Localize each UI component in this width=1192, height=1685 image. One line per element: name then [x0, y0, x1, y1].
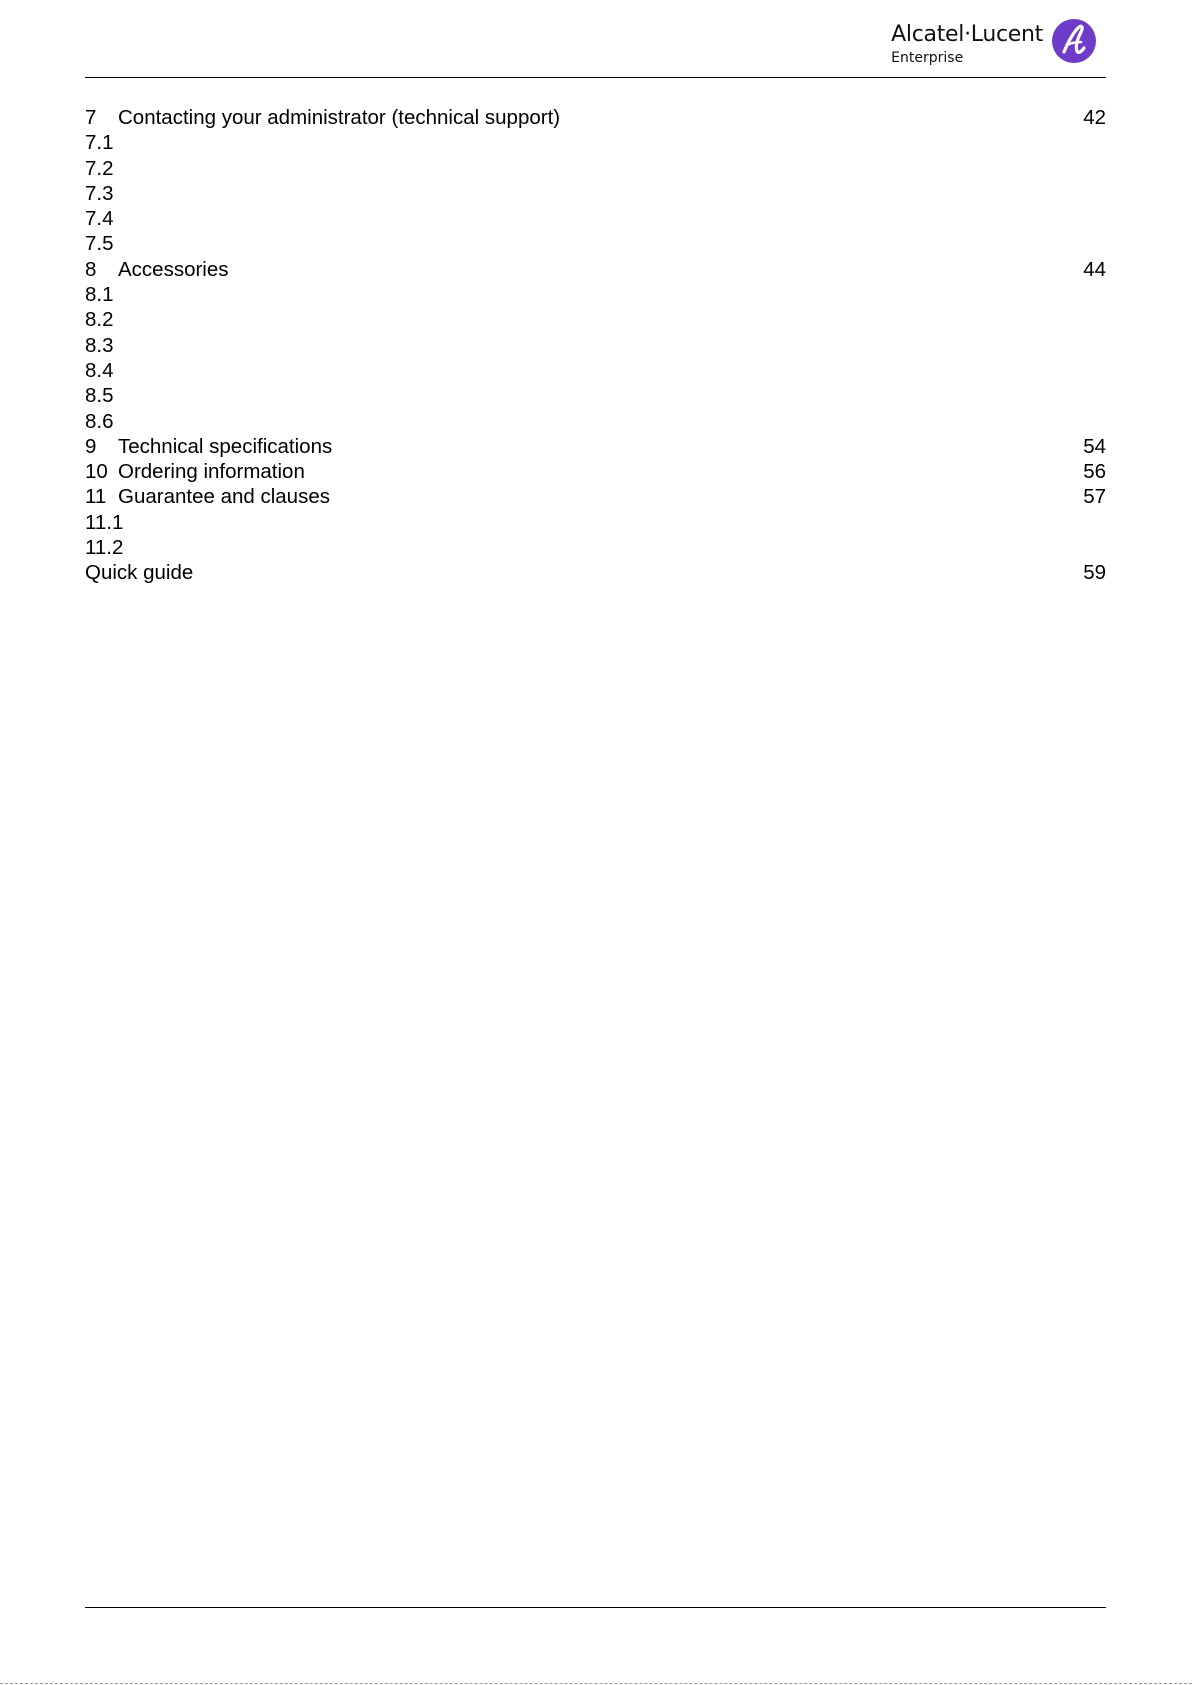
toc-entry[interactable] [85, 105, 1106, 130]
toc-entry-number: 7 [85, 106, 97, 129]
toc-entry-number: 8.6 [85, 409, 114, 433]
toc-entry-number: 10 [85, 460, 108, 484]
footer-divider [85, 1607, 1106, 1608]
toc-entry-title: Technical specifications [118, 434, 333, 458]
toc-entry[interactable] [85, 560, 1106, 585]
toc-entry-number: 8.2 [85, 308, 114, 332]
toc-entry-number: 7.5 [85, 232, 114, 256]
toc-entry-page: 44 [1083, 257, 1106, 281]
toc-entry-number: 8.1 [85, 283, 114, 307]
brand-subtitle: Enterprise [891, 50, 964, 66]
toc-entry-page: 57 [1083, 485, 1106, 509]
toc-entry[interactable] [85, 257, 1106, 282]
toc-entry[interactable] [85, 206, 1106, 231]
brand-name: Alcatel·Lucent [891, 22, 1043, 47]
toc-entry-number: 11.1 [85, 510, 124, 534]
brand-text [891, 18, 1043, 66]
toc-entry-number: 8 [85, 257, 97, 281]
toc-entry[interactable] [85, 383, 1106, 408]
toc-entry[interactable] [85, 231, 1106, 256]
toc-entry-number: 7.1 [85, 131, 114, 155]
toc-entry-number: 7.3 [85, 181, 114, 205]
toc-entry[interactable] [85, 535, 1106, 560]
toc-entry-page: 42 [1083, 106, 1106, 129]
toc-entry[interactable] [85, 156, 1106, 181]
toc-entry[interactable] [85, 434, 1106, 459]
alcatel-lucent-logo-icon [1051, 18, 1097, 64]
toc-entry-title: Quick guide [85, 561, 194, 585]
toc-entry[interactable] [85, 358, 1106, 383]
toc-entry[interactable] [85, 282, 1106, 307]
toc-entry-number: 7.4 [85, 207, 114, 231]
toc-entry[interactable] [85, 333, 1106, 358]
toc-entry-number: 8.5 [85, 384, 114, 408]
toc-entry-number: 11.2 [85, 536, 124, 560]
page-edge-dashes [0, 1683, 1192, 1684]
toc-entry-number: 7.2 [85, 156, 114, 180]
toc-entry[interactable] [85, 409, 1106, 434]
toc-entry-number: 8.4 [85, 358, 114, 382]
toc-entry[interactable] [85, 459, 1106, 484]
toc-entry-number: 11 [85, 485, 107, 509]
toc-entry-page: 54 [1083, 434, 1106, 458]
toc-entry-title: Contacting your administrator (technical support) [118, 106, 561, 129]
toc-entry[interactable] [85, 181, 1106, 206]
toc-entry-title: Guarantee and clauses [118, 485, 330, 509]
toc-entry[interactable] [85, 130, 1106, 155]
toc-entry-number: 8.3 [85, 333, 114, 357]
toc-entry-page: 56 [1083, 460, 1106, 484]
table-of-contents [85, 105, 1106, 586]
toc-entry[interactable] [85, 484, 1106, 509]
toc-entry-title: Accessories [118, 257, 229, 281]
toc-entry-title: Ordering information [118, 460, 305, 484]
toc-entry-page: 59 [1083, 561, 1106, 585]
page-header [0, 0, 1192, 80]
toc-entry-number: 9 [85, 434, 97, 458]
header-divider [85, 77, 1106, 78]
toc-entry[interactable] [85, 510, 1106, 535]
brand-block [891, 18, 1097, 70]
toc-entry[interactable] [85, 307, 1106, 332]
